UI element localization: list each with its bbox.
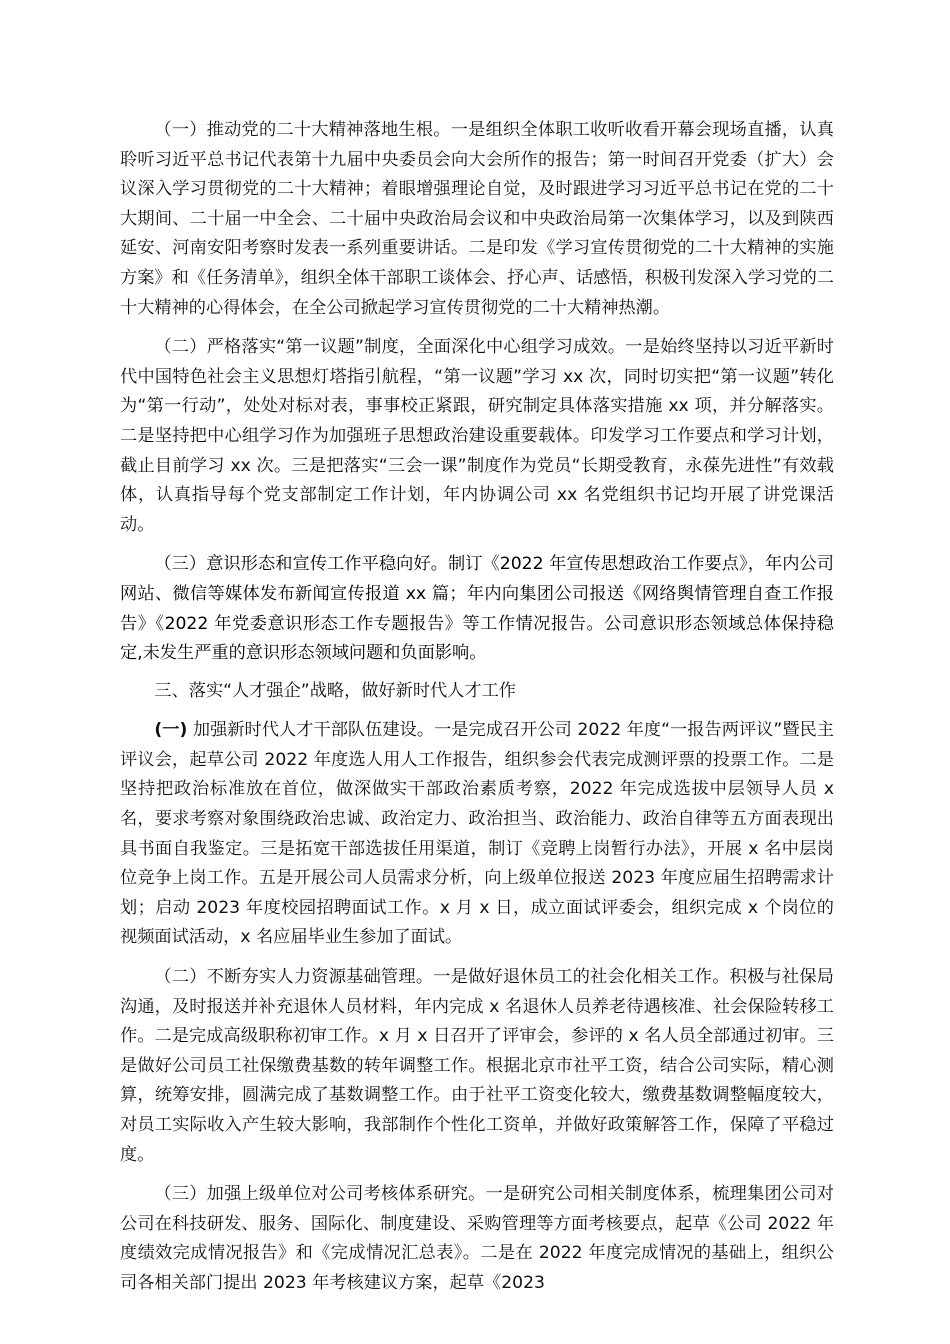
paragraph-hr-basic-management: （二）不断夯实人力资源基础管理。一是做好退休员工的社会化相关工作。积极与社保局沟通，及时报送并补充退休人员材料，年内完成 x 名退休人员养老待遇核准、社会保险转移工作。二是完成高级职称初审工作。x 月 x 日召开了评审会，参评的 x 名人员全部通过初审。三是做好公司员工社保缴费基数的转年调整工作。根据北京市社平工资，结合公司实际，精心测算，统筹安排，圆满完成了基数调整工作。由于社平工资变化较大，缴费基数调整幅度较大，对员工实际收入产生较大影响，我部制作个性化工资单，并做好政策解答工作，保障了平稳过度。: [120, 967, 834, 1165]
paragraph-assessment-system: （三）加强上级单位对公司考核体系研究。一是研究公司相关制度体系，梳理集团公司对公司在科技研发、服务、国际化、制度建设、采购管理等方面考核要点，起草《公司 2022 年度绩效完成情况报告》和《完成情况汇总表》。二是在 2022 年度完成情况的基础上，组织公司各相关部门提出 2023 年考核建议方案，起草《2023: [120, 1184, 834, 1293]
document-body: [120, 116, 834, 1309]
paragraph-talent-cadre-building: [120, 716, 834, 953]
paragraph-ideology-publicity: （三）意识形态和宣传工作平稳向好。制订《2022 年宣传思想政治工作要点》，年内公司网站、微信等媒体发布新闻宣传报道 xx 篇；年内向集团公司报送《网络舆情管理自查工作报告》《2022 年党委意识形态工作专题报告》等工作情况报告。公司意识形态领域总体保持稳定,未发生严重的意识形态领域问题和负面影响。: [120, 554, 834, 664]
paragraph-number-label: (一): [154, 720, 188, 741]
paragraph-first-agenda-system: （二）严格落实“第一议题”制度，全面深化中心组学习成效。一是始终坚持以习近平新时代中国特色社会主义思想灯塔指引航程，“第一议题”学习 xx 次，同时切实把“第一议题”转化为“第一行动”，处处对标对表，事事校正紧跟，研究制定具体落实措施 xx 项，并分解落实。二是坚持把中心组学习作为加强班子思想政治建设重要载体。印发学习工作要点和学习计划，截止目前学习 xx 次。三是把落实“三会一课”制度作为党员“长期受教育，永葆先进性”有效载体，认真指导每个党支部制定工作计划，年内协调公司 xx 名党组织书记均开展了讲党课活动。: [120, 337, 834, 535]
paragraph-body-text: 加强新时代人才干部队伍建设。一是完成召开公司 2022 年度“一报告两评议”暨民主评议会，起草公司 2022 年度选人用人工作报告，组织参会代表完成测评票的投票工作。二是坚持把政治标准放在首位，做深做实干部政治素质考察，2022 年完成选拔中层领导人员 x 名，要求考察对象围绕政治忠诚、政治定力、政治担当、政治能力、政治自律等五方面表现出具书面自我鉴定。三是拓宽干部选拔任用渠道，制订《竞聘上岗暂行办法》，开展 x 名中层岗位竞争上岗工作。五是开展公司人员需求分析，向上级单位报送 2023 年度应届生招聘需求计划；启动 2023 年度校园招聘面试工作。x 月 x 日，成立面试评委会，组织完成 x 个岗位的视频面试活动，x 名应届毕业生参加了面试。: [120, 720, 834, 948]
section-heading-talent-strategy: 三、落实“人才强企”战略，做好新时代人才工作: [154, 680, 516, 701]
paragraph-party-congress-spirit: （一）推动党的二十大精神落地生根。一是组织全体职工收听收看开幕会现场直播，认真聆听习近平总书记代表第十九届中央委员会向大会所作的报告；第一时间召开党委（扩大）会议深入学习贯彻党的二十大精神；着眼增强理论自觉，及时跟进学习习近平总书记在党的二十大期间、二十届一中全会、二十届中央政治局会议和中央政治局第一次集体学习，以及到陕西延安、河南安阳考察时发表一系列重要讲话。二是印发《学习宣传贯彻党的二十大精神的实施方案》和《任务清单》，组织全体干部职工谈体会、抒心声、话感悟，积极刊发深入学习党的二十大精神的心得体会，在全公司掀起学习宣传贯彻党的二十大精神热潮。: [120, 120, 834, 318]
